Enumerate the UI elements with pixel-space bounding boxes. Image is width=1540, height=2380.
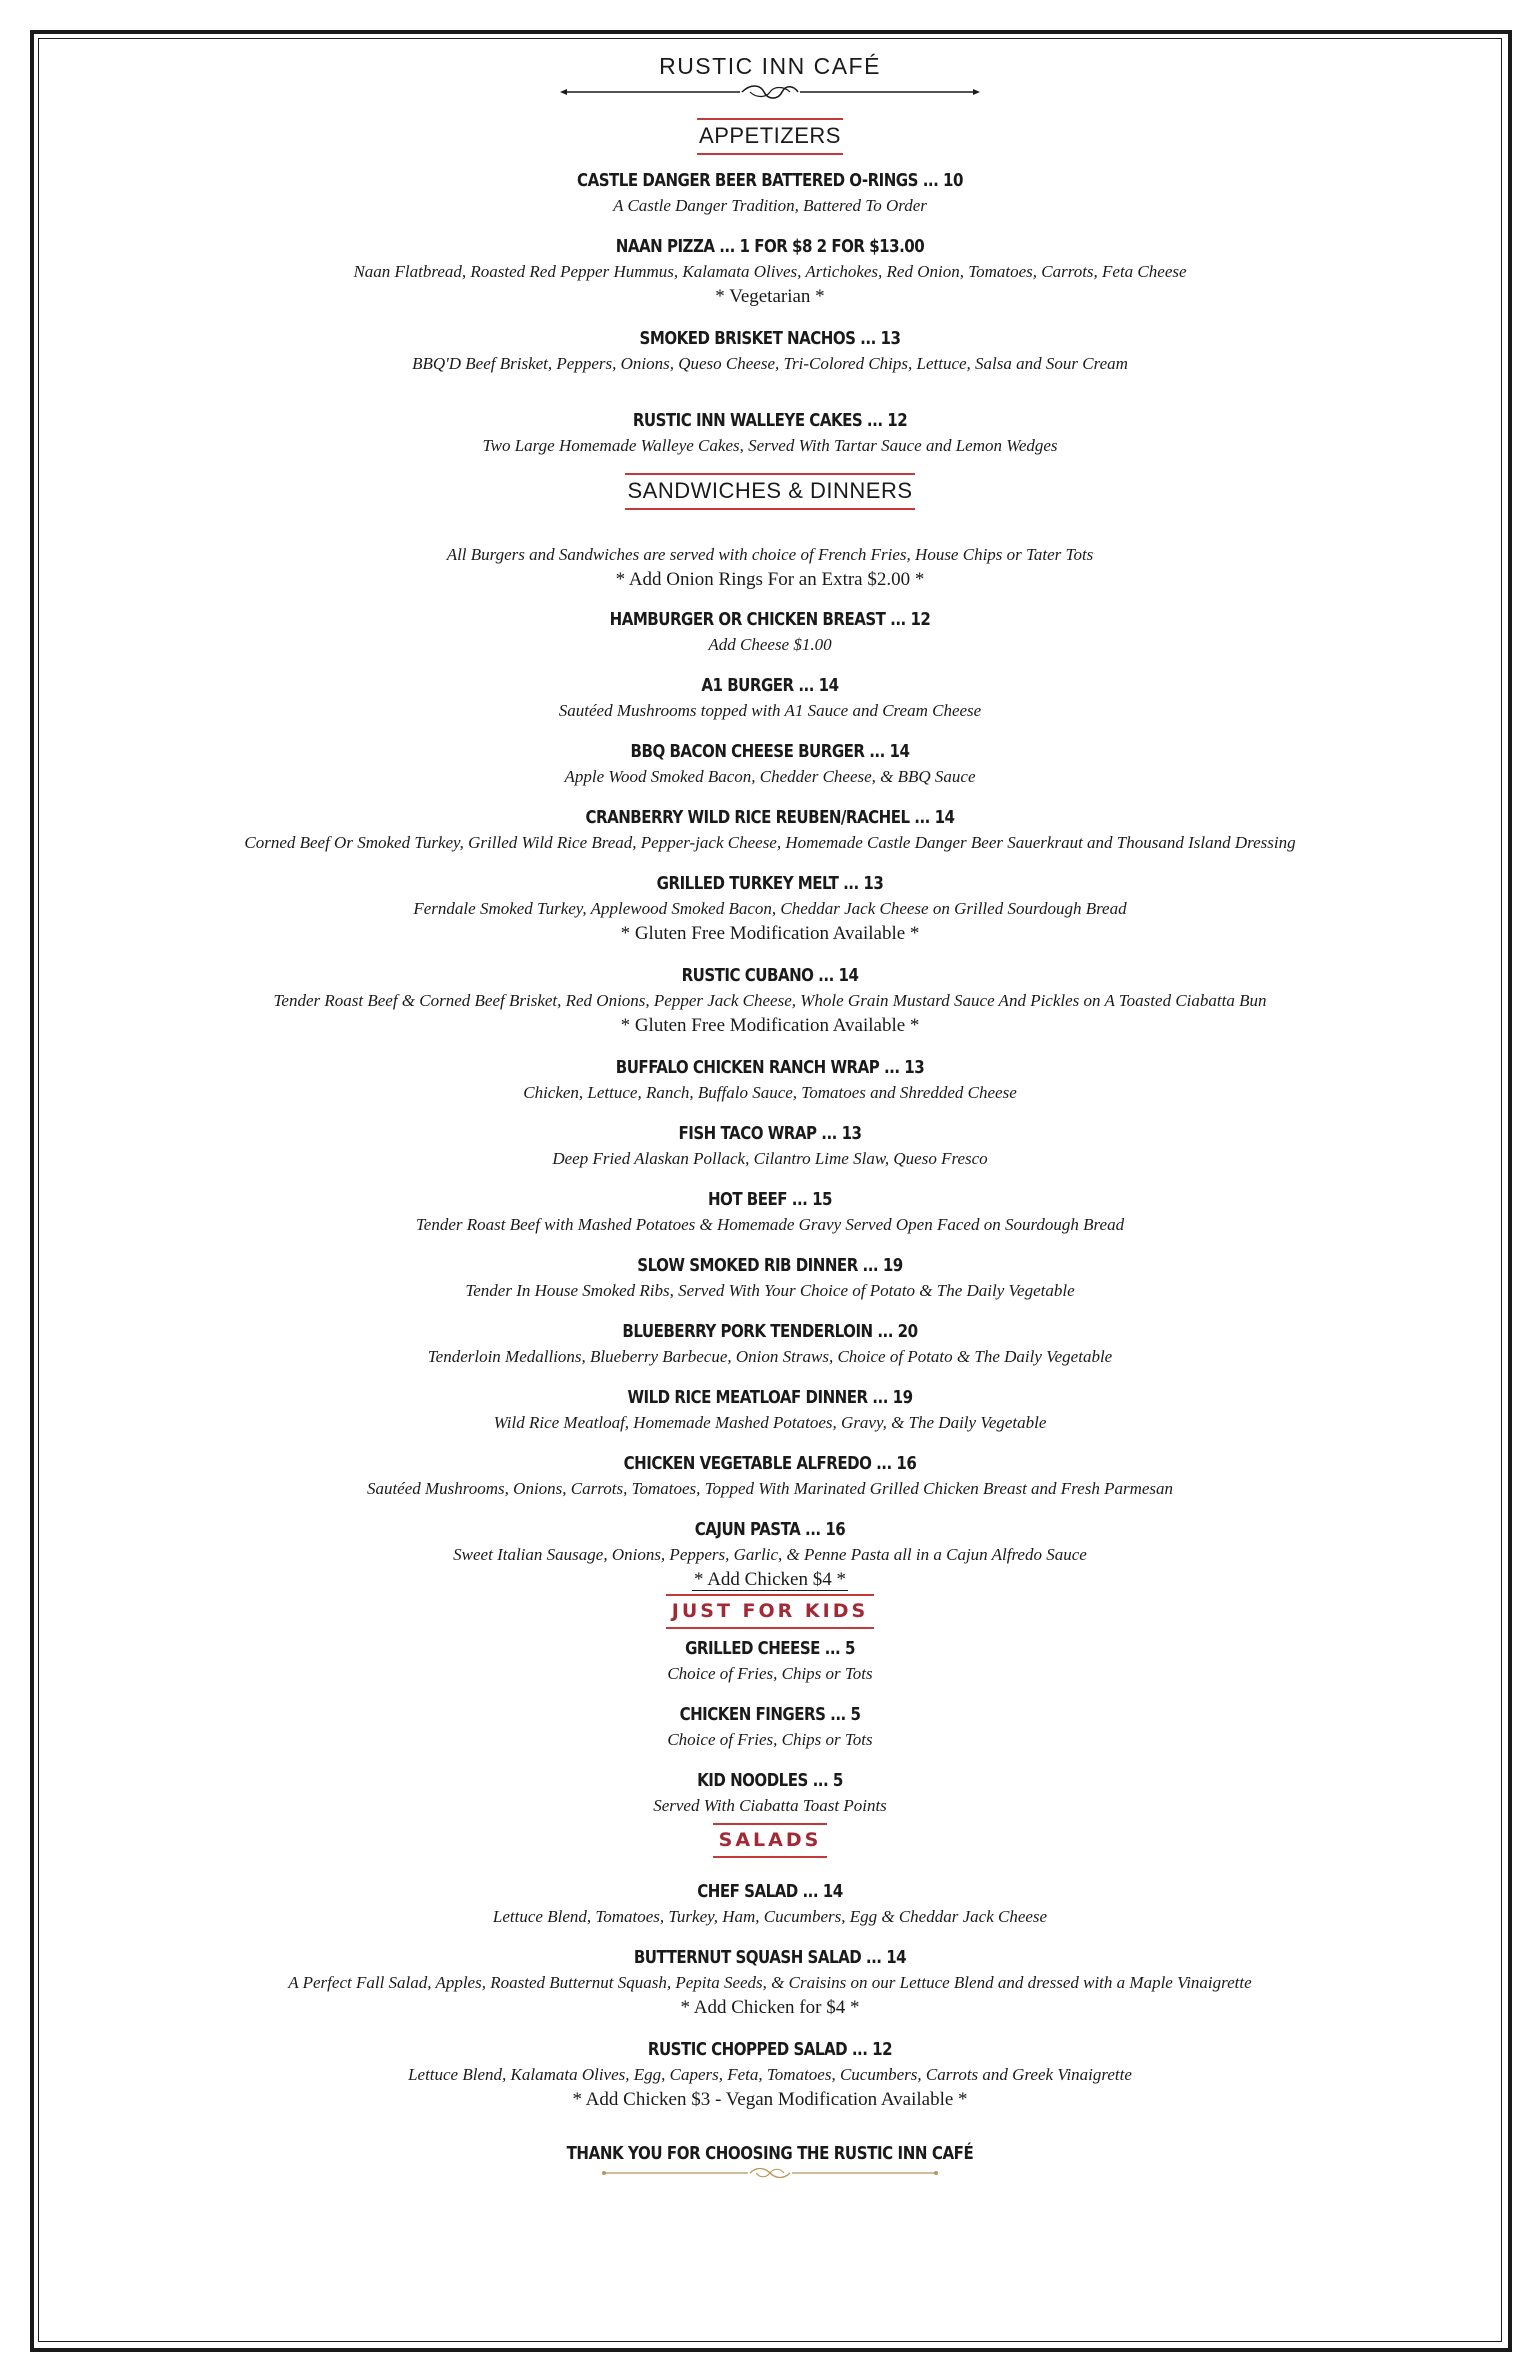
menu-item-description: Served With Ciabatta Toast Points bbox=[653, 1796, 887, 1815]
menu-item-description: Tender In House Smoked Ribs, Served With Your Choice of Potato & The Daily Vegetable bbox=[465, 1281, 1075, 1300]
menu-item bbox=[40, 327, 1500, 375]
menu-item bbox=[40, 1769, 1500, 1817]
menu-item-note bbox=[40, 2088, 1500, 2112]
menu-item bbox=[40, 608, 1500, 656]
menu-item-description: Sautéed Mushrooms, Onions, Carrots, Tomatoes, Topped With Marinated Grilled Chicken Breast and Fresh Parmesan bbox=[366, 1479, 1174, 1498]
menu-item-name: HAMBURGER OR CHICKEN BREAST ... 12 bbox=[609, 610, 931, 630]
menu-item-description: Ferndale Smoked Turkey, Applewood Smoked Bacon, Cheddar Jack Cheese on Grilled Sourdough Bread bbox=[413, 899, 1127, 918]
menu-item bbox=[40, 1188, 1500, 1236]
menu-item-note bbox=[40, 922, 1500, 946]
menu-item-description: Two Large Homemade Walleye Cakes, Served With Tartar Sauce and Lemon Wedges bbox=[482, 436, 1058, 455]
menu-item bbox=[40, 1386, 1500, 1434]
menu-item-name: CAJUN PASTA ... 16 bbox=[694, 1520, 846, 1540]
menu-item-name: BUTTERNUT SQUASH SALAD ... 14 bbox=[633, 1948, 907, 1968]
menu-item bbox=[40, 1946, 1500, 2020]
menu-item-note-text: * Add Chicken $4 * bbox=[694, 1569, 846, 1590]
kids-heading: JUST FOR KIDS bbox=[666, 1594, 874, 1629]
menu-item bbox=[40, 740, 1500, 788]
menu-item bbox=[40, 964, 1500, 1038]
menu-item bbox=[40, 409, 1500, 457]
appetizers-list bbox=[40, 169, 1500, 457]
sandwiches-list bbox=[40, 608, 1500, 1592]
menu-item-name: A1 BURGER ... 14 bbox=[701, 676, 839, 696]
menu-item-description: Sautéed Mushrooms topped with A1 Sauce and Cream Cheese bbox=[558, 701, 982, 720]
menu-item-description: Tender Roast Beef & Corned Beef Brisket, Red Onions, Pepper Jack Cheese, Whole Grain Mustard Sauce And Pickles on A Toasted Ciabatta Bun bbox=[273, 991, 1267, 1010]
menu-item-note bbox=[40, 285, 1500, 309]
menu-item-name: GRILLED CHEESE ... 5 bbox=[685, 1639, 855, 1659]
menu-item bbox=[40, 1637, 1500, 1685]
menu-item bbox=[40, 169, 1500, 217]
footer-ornament-icon bbox=[600, 2166, 940, 2180]
menu-item-description: Corned Beef Or Smoked Turkey, Grilled Wild Rice Bread, Pepper-jack Cheese, Homemade Castle Danger Beer Sauerkraut and Thousand Island Dressing bbox=[244, 833, 1296, 852]
salads-heading: SALADS bbox=[713, 1823, 828, 1858]
sandwiches-intro-note: * Add Onion Rings For an Extra $2.00 * bbox=[615, 569, 925, 590]
menu-item-description: Choice of Fries, Chips or Tots bbox=[667, 1730, 873, 1749]
sandwiches-intro: All Burgers and Sandwiches are served with choice of French Fries, House Chips or Tater Tots bbox=[446, 545, 1094, 564]
menu-item bbox=[40, 1703, 1500, 1751]
menu-page bbox=[40, 40, 1500, 2180]
menu-item-note-text: * Vegetarian * bbox=[715, 286, 825, 307]
menu-item-note-text: * Gluten Free Modification Available * bbox=[620, 923, 920, 944]
menu-item-description: Chicken, Lettuce, Ranch, Buffalo Sauce, Tomatoes and Shredded Cheese bbox=[523, 1083, 1017, 1102]
menu-item-name: BBQ BACON CHEESE BURGER ... 14 bbox=[630, 742, 910, 762]
menu-item-name: FISH TACO WRAP ... 13 bbox=[678, 1124, 862, 1144]
menu-item-note bbox=[40, 1014, 1500, 1038]
menu-item-name: NAAN PIZZA ... 1 FOR $8 2 FOR $13.00 bbox=[615, 237, 925, 257]
menu-item-name: CHICKEN FINGERS ... 5 bbox=[679, 1705, 861, 1725]
menu-item bbox=[40, 2038, 1500, 2112]
menu-item-description: Tender Roast Beef with Mashed Potatoes & Homemade Gravy Served Open Faced on Sourdough Bread bbox=[415, 1215, 1125, 1234]
appetizers-heading: APPETIZERS bbox=[697, 118, 843, 155]
menu-item-description: Wild Rice Meatloaf, Homemade Mashed Potatoes, Gravy, & The Daily Vegetable bbox=[493, 1413, 1047, 1432]
menu-item-name: RUSTIC CHOPPED SALAD ... 12 bbox=[647, 2040, 893, 2060]
menu-item-description: Lettuce Blend, Kalamata Olives, Egg, Capers, Feta, Tomatoes, Cucumbers, Carrots and Greek Vinaigrette bbox=[408, 2065, 1132, 2084]
menu-item-name: KID NOODLES ... 5 bbox=[697, 1771, 843, 1791]
menu-item-note-text: * Add Chicken for $4 * bbox=[680, 1997, 860, 2018]
menu-item bbox=[40, 1518, 1500, 1592]
menu-item-description: Sweet Italian Sausage, Onions, Peppers, Garlic, & Penne Pasta all in a Cajun Alfredo Sauce bbox=[453, 1545, 1087, 1564]
menu-item-name: SLOW SMOKED RIB DINNER ... 19 bbox=[637, 1256, 903, 1276]
menu-item-name: CASTLE DANGER BEER BATTERED O-RINGS ... 10 bbox=[577, 171, 963, 191]
menu-item-name: SMOKED BRISKET NACHOS ... 13 bbox=[639, 329, 901, 349]
menu-item bbox=[40, 872, 1500, 946]
kids-list bbox=[40, 1637, 1500, 1817]
menu-item-name: WILD RICE MEATLOAF DINNER ... 19 bbox=[627, 1388, 913, 1408]
menu-item-note-text: * Add Chicken $3 - Vegan Modification Available * bbox=[572, 2089, 968, 2110]
menu-item bbox=[40, 1880, 1500, 1928]
menu-item bbox=[40, 1056, 1500, 1104]
footer-thanks: THANK YOU FOR CHOOSING THE RUSTIC INN CAFÉ bbox=[566, 2144, 974, 2164]
menu-item bbox=[40, 1254, 1500, 1302]
menu-item-name: CHICKEN VEGETABLE ALFREDO ... 16 bbox=[623, 1454, 917, 1474]
menu-item-name: RUSTIC CUBANO ... 14 bbox=[681, 966, 859, 986]
menu-item-name: BUFFALO CHICKEN RANCH WRAP ... 13 bbox=[615, 1058, 925, 1078]
menu-item-name: CRANBERRY WILD RICE REUBEN/RACHEL ... 14 bbox=[585, 808, 955, 828]
menu-item-name: CHEF SALAD ... 14 bbox=[697, 1882, 843, 1902]
salads-list bbox=[40, 1880, 1500, 2112]
menu-item-description: Tenderloin Medallions, Blueberry Barbecue, Onion Straws, Choice of Potato & The Daily Vegetable bbox=[427, 1347, 1113, 1366]
restaurant-title: RUSTIC INN CAFÉ bbox=[659, 53, 881, 79]
menu-item-description: Naan Flatbread, Roasted Red Pepper Hummus, Kalamata Olives, Artichokes, Red Onion, Tomatoes, Carrots, Feta Cheese bbox=[353, 262, 1187, 281]
menu-item-name: RUSTIC INN WALLEYE CAKES ... 12 bbox=[632, 411, 908, 431]
menu-item-name: HOT BEEF ... 15 bbox=[707, 1190, 833, 1210]
menu-item bbox=[40, 1452, 1500, 1500]
menu-item-name: GRILLED TURKEY MELT ... 13 bbox=[656, 874, 884, 894]
menu-item-name: BLUEBERRY PORK TENDERLOIN ... 20 bbox=[622, 1322, 918, 1342]
menu-item-description: Add Cheese $1.00 bbox=[708, 635, 832, 654]
menu-item-description: BBQ'D Beef Brisket, Peppers, Onions, Queso Cheese, Tri-Colored Chips, Lettuce, Salsa and Sour Cream bbox=[412, 354, 1128, 373]
menu-item bbox=[40, 806, 1500, 854]
menu-item-description: Deep Fried Alaskan Pollack, Cilantro Lime Slaw, Queso Fresco bbox=[552, 1149, 988, 1168]
menu-item-description: A Castle Danger Tradition, Battered To Order bbox=[613, 196, 927, 215]
menu-item-description: A Perfect Fall Salad, Apples, Roasted Butternut Squash, Pepita Seeds, & Craisins on our Lettuce Blend and dressed with a Maple Vinaigrette bbox=[288, 1973, 1252, 1992]
menu-item-note-text: * Gluten Free Modification Available * bbox=[620, 1015, 920, 1036]
menu-item-note bbox=[40, 1996, 1500, 2020]
menu-item-description: Apple Wood Smoked Bacon, Chedder Cheese, & BBQ Sauce bbox=[564, 767, 976, 786]
menu-item-note bbox=[40, 1568, 1500, 1592]
menu-item-description: Lettuce Blend, Tomatoes, Turkey, Ham, Cucumbers, Egg & Cheddar Jack Cheese bbox=[492, 1907, 1048, 1926]
menu-item bbox=[40, 235, 1500, 309]
menu-item bbox=[40, 1122, 1500, 1170]
sandwiches-heading: SANDWICHES & DINNERS bbox=[625, 473, 914, 510]
menu-item bbox=[40, 1320, 1500, 1368]
header-ornament-icon bbox=[560, 84, 980, 100]
menu-item-description: Choice of Fries, Chips or Tots bbox=[667, 1664, 873, 1683]
menu-item bbox=[40, 674, 1500, 722]
